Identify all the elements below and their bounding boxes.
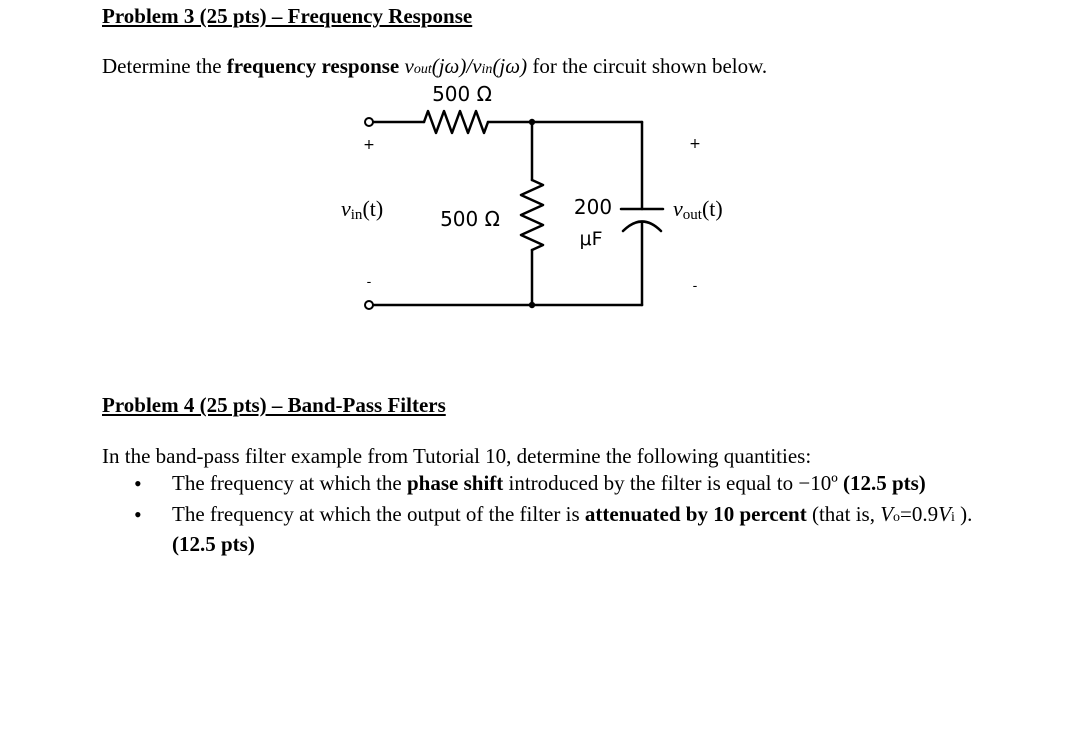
problem-3-heading: Problem 3 (25 pts) – Frequency Response <box>102 4 473 28</box>
points-label: (12.5 pts) <box>842 471 926 495</box>
output-minus-sign: - <box>692 279 698 294</box>
vin-label: vin(t) <box>341 196 384 223</box>
capacitor-unit: μF <box>579 228 603 250</box>
output-plus-sign: + <box>689 136 701 152</box>
junction-top <box>529 119 535 125</box>
capacitor-value: 200 <box>573 195 613 219</box>
statement-lead: Determine the <box>102 54 227 78</box>
input-minus-sign: - <box>366 275 372 290</box>
statement-bold-term: frequency response <box>226 54 400 78</box>
statement-tail: for the circuit shown below. <box>527 54 768 78</box>
question-attenuation: • The frequency at which the output of the filter is attenuated by 10 percent (that is, Vo=0.9Vi ). (12.5 pts) <box>134 501 974 558</box>
input-plus-sign: + <box>363 137 375 153</box>
input-terminal-bottom <box>365 301 373 309</box>
series-resistor-label: 500 Ω <box>432 82 492 106</box>
shunt-resistor <box>521 180 543 250</box>
problem-4-intro: In the band-pass filter example from Tutorial 10, determine the following quantities: <box>102 444 812 468</box>
problem-4-questions <box>134 470 974 558</box>
junction-bottom <box>529 302 535 308</box>
transfer-function: vout(jω)/vin(jω) <box>404 54 528 78</box>
vout-label: vout(t) <box>673 196 723 223</box>
problem-4-heading: Problem 4 (25 pts) – Band-Pass Filters <box>102 393 446 417</box>
input-terminal-top <box>365 118 373 126</box>
series-resistor <box>424 111 488 133</box>
shunt-resistor-label: 500 Ω <box>440 207 500 231</box>
question-phase-shift: • The frequency at which the phase shift introduced by the filter is equal to −10º (12.5 pts) <box>134 470 974 497</box>
points-label: (12.5 pts) <box>172 532 255 556</box>
